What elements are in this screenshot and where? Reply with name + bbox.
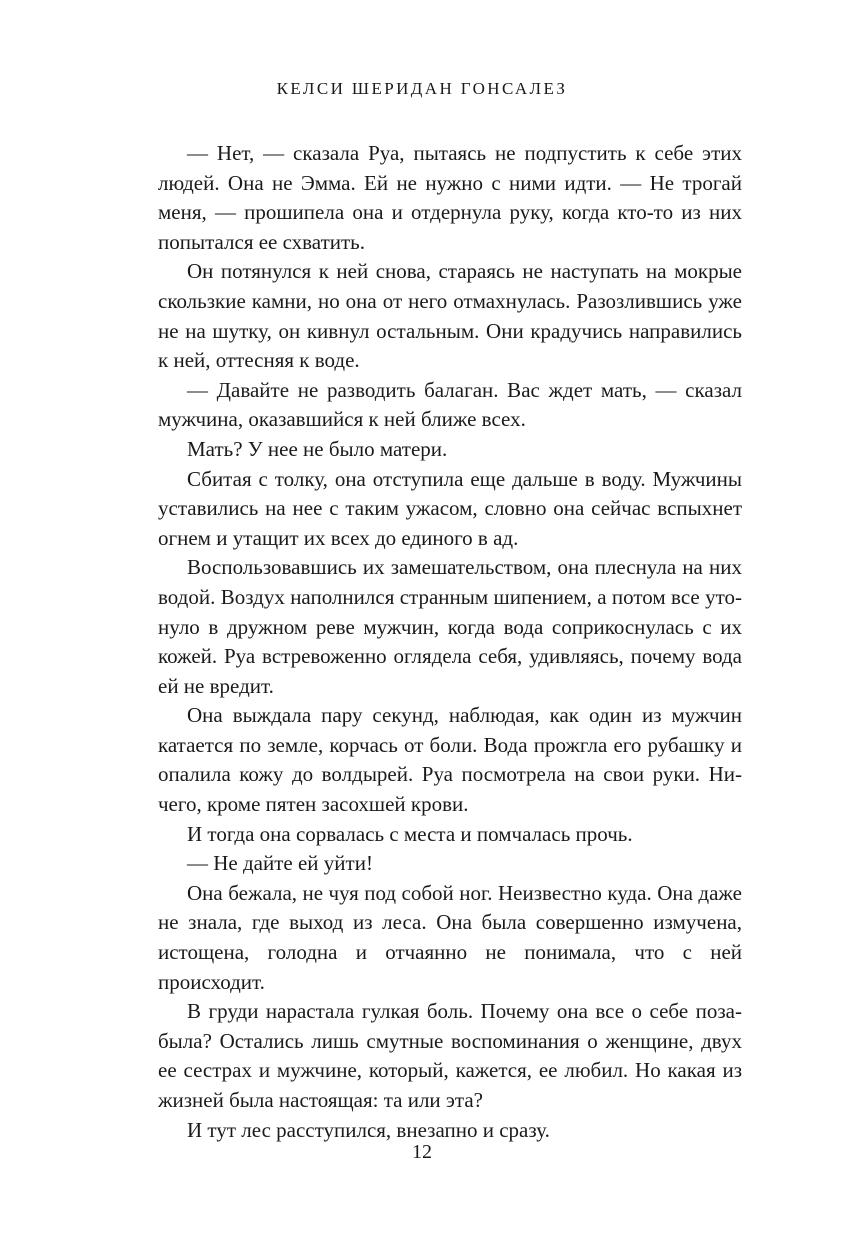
paragraph: Сбитая с толку, она отступила еще дальше в воду. Мужчины уставились на нее с таким ужасом, словно она сейчас вспыхнет огнем и утащит их всех до единого в ад. [158,466,742,550]
paragraph: И тут лес расступился, внезапно и сразу. [187,1117,550,1142]
paragraph: Она выждала пару секунд, наблюдая, как один из мужчин катается по земле, корчась от боли. Вода прожгла его рубашку и опалила кожу до волдырей. Руа посмотрела на свои руки. Ничего, кроме пятен засохшей крови. [158,703,742,817]
paragraph: Он потянулся к ней снова, стараясь не наступать на мокрые скользкие камни, но она от него отмахнулась. Разозлившись уже не на шутку, он кивнул остальным. Они крадучись направились к ней, оттесняя к воде. [158,259,742,373]
paragraph: — Нет, — сказала Руа, пытаясь не подпустить к себе этих людей. Она не Эмма. Ей не нужно с ними идти. — Не трогай меня, — прошипела она и отдернула руку, когда кто-то из них попытался ее схватить. [158,141,742,254]
paragraph: В груди нарастала гулкая боль. Почему она все о себе позабыла? Остались лишь смутные воспоминания о женщине, двух ее сестрах и мужчине, который, кажется, ее любил. Но какая из жизней была настоящая: та или эта? [158,999,742,1112]
paragraph: Мать? У нее не было матери. [187,436,448,461]
body-text [158,139,742,1145]
page-number: 12 [412,1141,432,1163]
paragraph: Она бежала, не чуя под собой ног. Неизвестно куда. Она даже не знала, где выход из леса. Она была совершенно измучена, истощена, голодна и отчаянно не понимала, что с ней происходит. [158,880,742,994]
paragraph: — Давайте не разводить балаган. Вас ждет мать, — сказал мужчина, оказавшийся к ней ближе всех. [158,377,742,432]
paragraph: — Не дайте ей уйти! [187,851,373,876]
paragraph: Воспользовавшись их замешательством, она плеснула на них водой. Воздух наполнился странным шипением, а потом все утонуло в дружном реве мужчин, когда вода соприкоснулась с их кожей. Руа встревоженно оглядела себя, удивляясь, почему вода ей не вредит. [158,555,742,698]
running-title: КЕЛСИ ШЕРИДАН ГОНСАЛЕЗ [276,79,568,98]
paragraph: И тогда она сорвалась с места и помчалась прочь. [187,821,633,846]
